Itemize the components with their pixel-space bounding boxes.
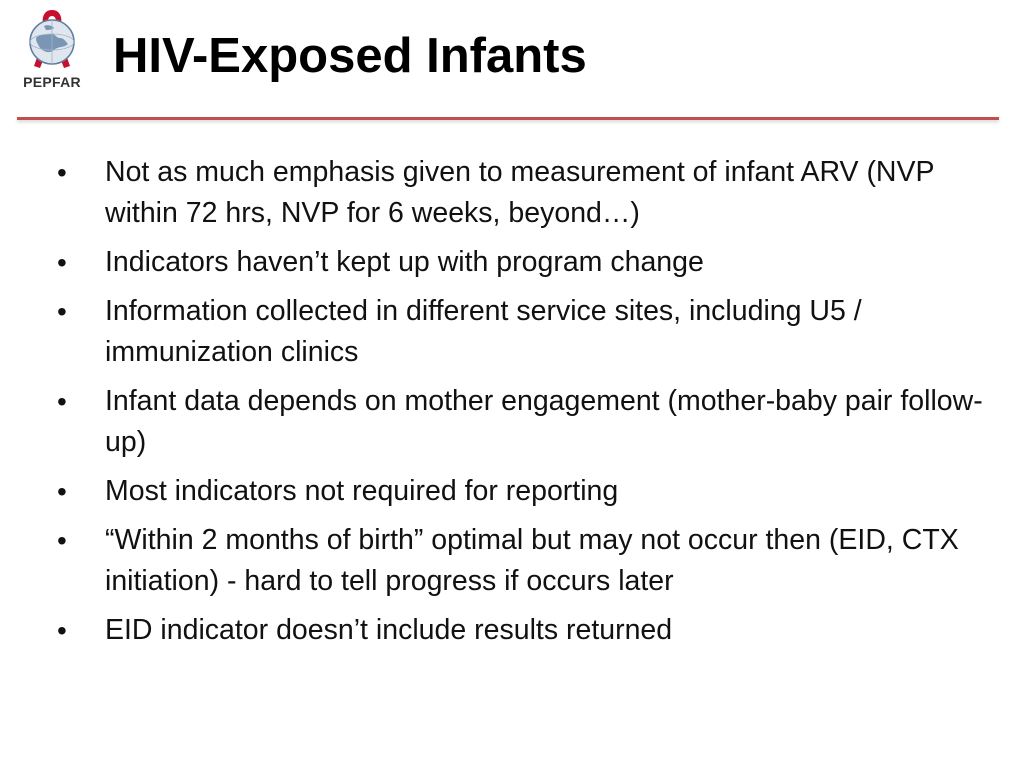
list-item [57, 610, 987, 651]
bullet-icon: • [57, 157, 67, 188]
bullet-icon: • [57, 386, 67, 417]
pepfar-logo [16, 8, 88, 94]
bullet-text: “Within 2 months of birth” optimal but may not occur then (EID, CTX initiation) - hard to tell progress if occurs later [105, 524, 959, 597]
bullet-text: Indicators haven’t kept up with program change [105, 246, 704, 278]
bullet-text: Most indicators not required for reporting [105, 475, 619, 507]
bullet-text: Not as much emphasis given to measurement of infant ARV (NVP within 72 hrs, NVP for 6 weeks, beyond…) [105, 156, 935, 229]
bullet-icon: • [57, 525, 67, 556]
bullet-text: Information collected in different service sites, including U5 / immunization clinics [105, 295, 862, 368]
bullet-icon: • [57, 296, 67, 327]
bullet-text: EID indicator doesn’t include results returned [105, 614, 673, 646]
bullet-text: Infant data depends on mother engagement (mother-baby pair follow-up) [105, 385, 983, 458]
list-item [57, 381, 987, 463]
pepfar-globe-ribbon-icon [22, 8, 82, 72]
list-item [57, 520, 987, 602]
bullet-icon: • [57, 247, 67, 278]
title-divider [17, 117, 999, 120]
list-item [57, 152, 987, 234]
list-item [57, 291, 987, 373]
bullet-list [57, 152, 987, 659]
logo-text: PEPFAR [23, 74, 81, 90]
slide-title: HIV-Exposed Infants [113, 29, 587, 83]
list-item [57, 242, 987, 283]
list-item [57, 471, 987, 512]
bullet-icon: • [57, 615, 67, 646]
bullet-icon: • [57, 476, 67, 507]
